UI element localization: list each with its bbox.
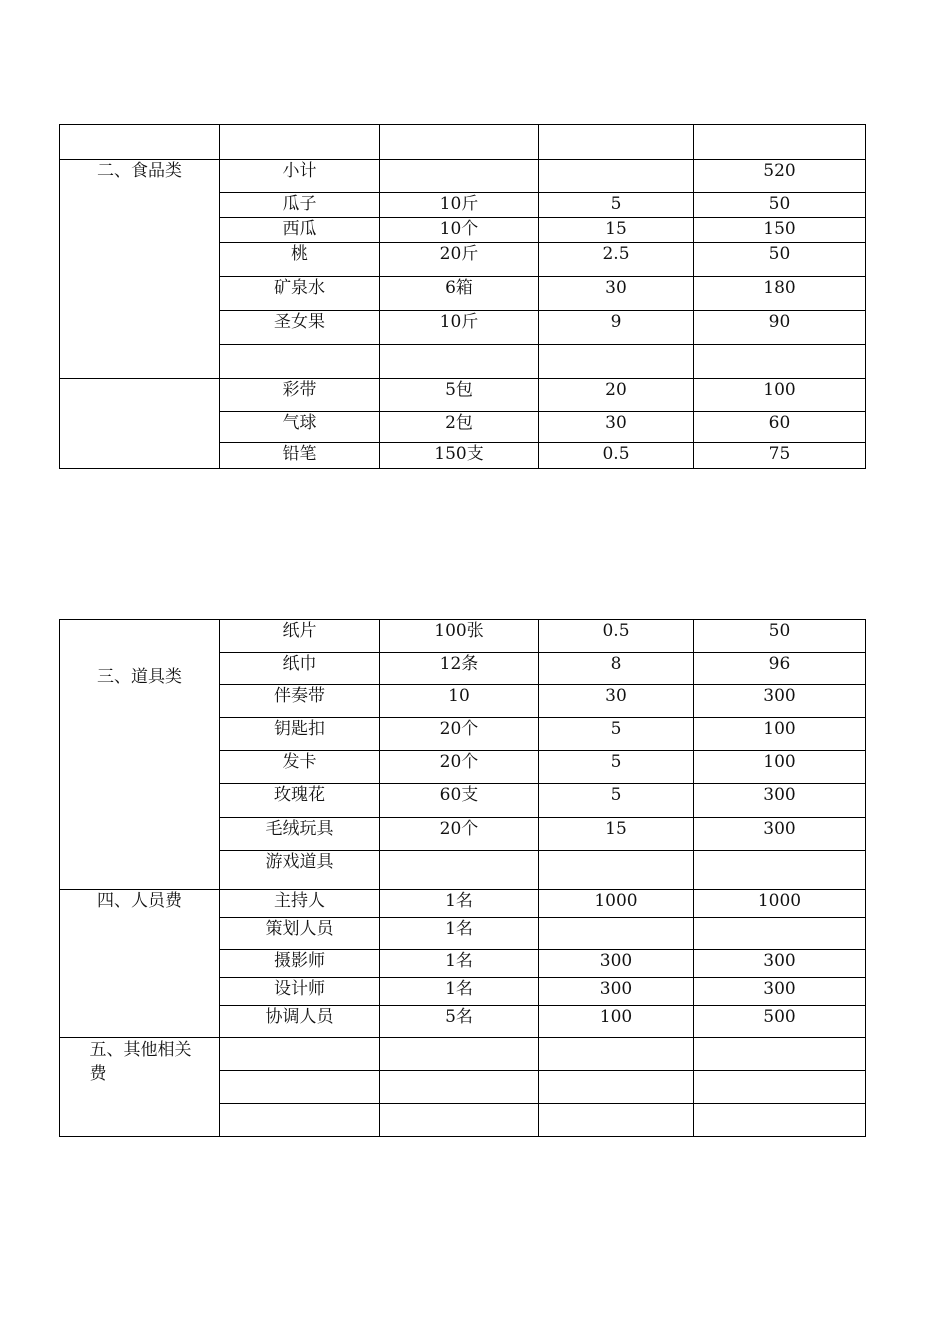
item-quantity: 60支 xyxy=(380,784,539,818)
item-quantity: 20个 xyxy=(380,718,539,751)
item-unit-price: 0.5 xyxy=(539,443,694,469)
category-staff: 四、人员费 xyxy=(60,890,220,1038)
item-unit-price: 5 xyxy=(539,751,694,784)
item-quantity xyxy=(380,345,539,379)
item-unit-price: 30 xyxy=(539,277,694,311)
item-unit-price xyxy=(539,851,694,890)
item-unit-price: 15 xyxy=(539,818,694,851)
item-total xyxy=(694,345,866,379)
item-name: 桃 xyxy=(220,243,380,277)
item-quantity: 150支 xyxy=(380,443,539,469)
item-quantity: 5名 xyxy=(380,1006,539,1038)
item-quantity: 10个 xyxy=(380,218,539,243)
item-quantity: 2包 xyxy=(380,412,539,443)
table-cell xyxy=(220,1038,380,1071)
table-cell xyxy=(539,1104,694,1137)
table-row xyxy=(60,160,866,193)
item-unit-price: 15 xyxy=(539,218,694,243)
item-name: 发卡 xyxy=(220,751,380,784)
item-total: 100 xyxy=(694,751,866,784)
item-name: 协调人员 xyxy=(220,1006,380,1038)
table-row xyxy=(60,890,866,918)
table-cell xyxy=(380,1104,539,1137)
category-food: 二、食品类 xyxy=(60,160,220,379)
item-total: 300 xyxy=(694,818,866,851)
item-unit-price: 5 xyxy=(539,784,694,818)
item-total: 90 xyxy=(694,311,866,345)
budget-table-1 xyxy=(59,124,866,469)
item-total: 50 xyxy=(694,620,866,653)
item-total xyxy=(694,851,866,890)
item-total: 300 xyxy=(694,685,866,718)
item-name: 伴奏带 xyxy=(220,685,380,718)
item-name: 纸片 xyxy=(220,620,380,653)
item-unit-price: 20 xyxy=(539,379,694,412)
item-unit-price: 8 xyxy=(539,653,694,685)
item-total: 75 xyxy=(694,443,866,469)
category-other-label: 五、其他相关费 xyxy=(89,1040,192,1084)
item-quantity: 12条 xyxy=(380,653,539,685)
table-cell xyxy=(539,1038,694,1071)
table-cell xyxy=(220,1071,380,1104)
item-name: 主持人 xyxy=(220,890,380,918)
table-row xyxy=(60,379,866,412)
item-total: 1000 xyxy=(694,890,866,918)
category-props: 三、道具类 xyxy=(60,620,220,890)
item-name: 铅笔 xyxy=(220,443,380,469)
item-total: 300 xyxy=(694,784,866,818)
item-quantity xyxy=(380,851,539,890)
item-name: 西瓜 xyxy=(220,218,380,243)
item-quantity: 10斤 xyxy=(380,193,539,218)
item-quantity: 1名 xyxy=(380,890,539,918)
category-misc xyxy=(60,379,220,469)
item-unit-price: 1000 xyxy=(539,890,694,918)
item-total xyxy=(694,918,866,950)
table-cell xyxy=(694,1071,866,1104)
item-total: 300 xyxy=(694,978,866,1006)
header-row xyxy=(60,125,866,160)
item-total: 100 xyxy=(694,718,866,751)
item-name: 毛绒玩具 xyxy=(220,818,380,851)
category-other xyxy=(60,1038,220,1137)
item-name: 纸巾 xyxy=(220,653,380,685)
item-name: 设计师 xyxy=(220,978,380,1006)
table-cell xyxy=(380,1038,539,1071)
table-cell xyxy=(380,1071,539,1104)
item-unit-price xyxy=(539,160,694,193)
table-cell xyxy=(220,1104,380,1137)
item-name: 策划人员 xyxy=(220,918,380,950)
table-cell xyxy=(220,125,380,160)
item-unit-price: 2.5 xyxy=(539,243,694,277)
item-total: 500 xyxy=(694,1006,866,1038)
item-unit-price: 30 xyxy=(539,685,694,718)
item-total: 60 xyxy=(694,412,866,443)
table-cell xyxy=(694,1038,866,1071)
item-total: 150 xyxy=(694,218,866,243)
item-unit-price: 5 xyxy=(539,193,694,218)
item-quantity: 20斤 xyxy=(380,243,539,277)
item-name: 小计 xyxy=(220,160,380,193)
item-unit-price: 5 xyxy=(539,718,694,751)
item-unit-price: 9 xyxy=(539,311,694,345)
item-name: 圣女果 xyxy=(220,311,380,345)
item-total: 96 xyxy=(694,653,866,685)
item-name: 玫瑰花 xyxy=(220,784,380,818)
item-unit-price: 100 xyxy=(539,1006,694,1038)
item-quantity: 10斤 xyxy=(380,311,539,345)
item-quantity: 1名 xyxy=(380,918,539,950)
item-name: 游戏道具 xyxy=(220,851,380,890)
item-total: 300 xyxy=(694,950,866,978)
table-cell xyxy=(380,125,539,160)
item-quantity: 1名 xyxy=(380,978,539,1006)
item-total: 100 xyxy=(694,379,866,412)
item-name xyxy=(220,345,380,379)
item-unit-price: 30 xyxy=(539,412,694,443)
item-quantity: 20个 xyxy=(380,751,539,784)
item-name: 钥匙扣 xyxy=(220,718,380,751)
item-unit-price xyxy=(539,918,694,950)
item-name: 彩带 xyxy=(220,379,380,412)
item-total: 520 xyxy=(694,160,866,193)
table-cell xyxy=(694,125,866,160)
item-name: 气球 xyxy=(220,412,380,443)
table-cell xyxy=(60,125,220,160)
item-quantity: 5包 xyxy=(380,379,539,412)
item-quantity xyxy=(380,160,539,193)
item-unit-price: 300 xyxy=(539,978,694,1006)
item-total: 50 xyxy=(694,243,866,277)
item-quantity: 20个 xyxy=(380,818,539,851)
item-total: 50 xyxy=(694,193,866,218)
table-cell xyxy=(539,1071,694,1104)
table-row xyxy=(60,620,866,653)
table-cell xyxy=(694,1104,866,1137)
item-quantity: 6箱 xyxy=(380,277,539,311)
item-quantity: 1名 xyxy=(380,950,539,978)
item-unit-price: 300 xyxy=(539,950,694,978)
item-name: 瓜子 xyxy=(220,193,380,218)
budget-table-2 xyxy=(59,619,866,1137)
item-name: 摄影师 xyxy=(220,950,380,978)
table-row xyxy=(60,1038,866,1071)
table-cell xyxy=(539,125,694,160)
item-unit-price: 0.5 xyxy=(539,620,694,653)
item-total: 180 xyxy=(694,277,866,311)
item-quantity: 10 xyxy=(380,685,539,718)
item-name: 矿泉水 xyxy=(220,277,380,311)
item-quantity: 100张 xyxy=(380,620,539,653)
item-unit-price xyxy=(539,345,694,379)
